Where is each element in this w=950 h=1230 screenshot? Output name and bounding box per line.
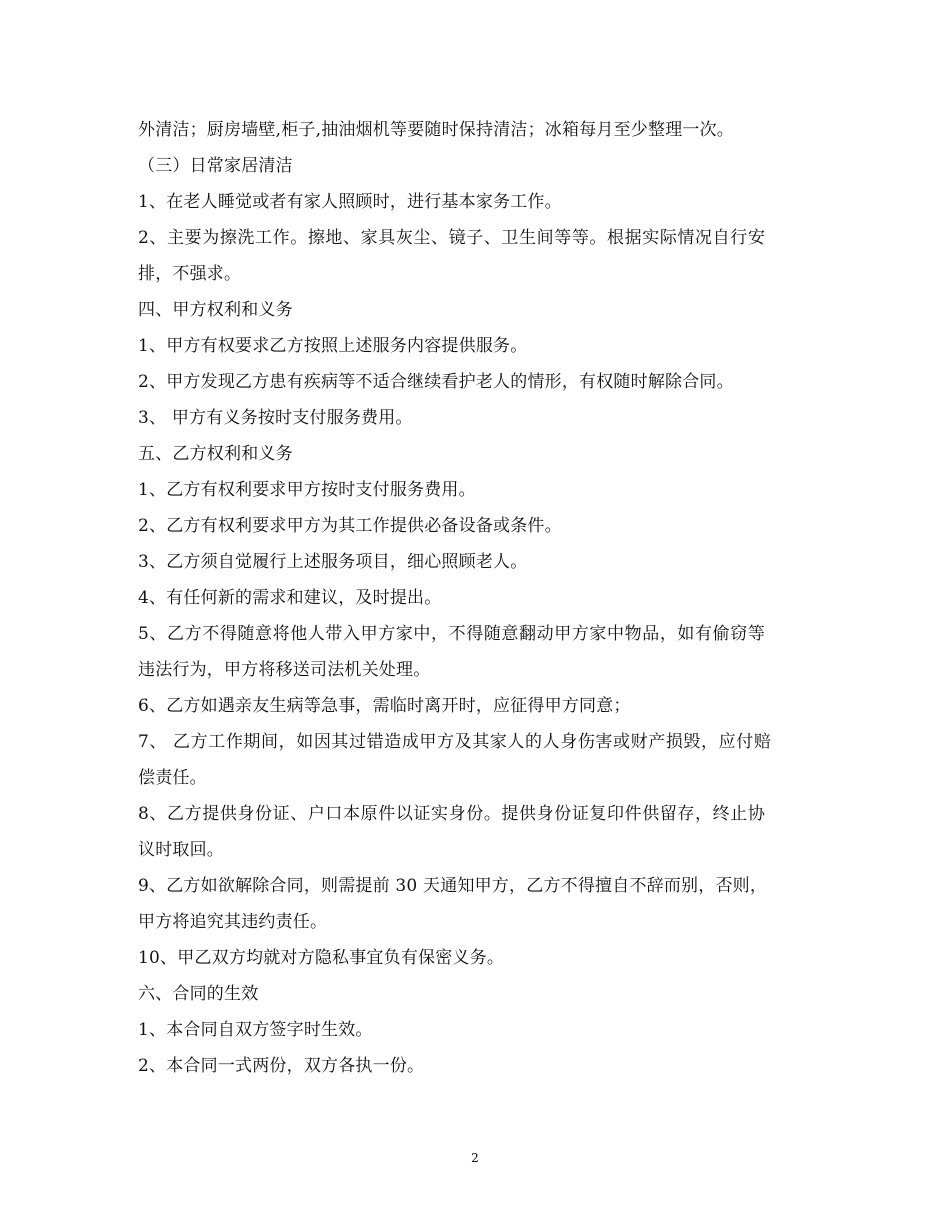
text-line-23: 甲方将追究其违约责任。 (138, 912, 328, 932)
section-heading-party-a: 四、甲方权利和义务 (138, 300, 293, 320)
text-line-11: 1、乙方有权利要求甲方按时支付服务费用。 (138, 480, 476, 500)
text-line-19: 偿责任。 (138, 768, 207, 788)
text-line-9: 3、 甲方有义务按时支付服务费用。 (138, 408, 413, 428)
text-line-13: 3、乙方须自觉履行上述服务项目，细心照顾老人。 (138, 552, 528, 572)
text-line-1: 外清洁；厨房墙壁,柜子,抽油烟机等要随时保持清洁；冰箱每月至少整理一次。 (138, 120, 735, 140)
text-line-27: 2、本合同一式两份，双方各执一份。 (138, 1056, 425, 1076)
text-line-20: 8、乙方提供身份证、户口本原件以证实身份。提供身份证复印件供留存，终止协 (138, 804, 766, 824)
text-line-3: 1、在老人睡觉或者有家人照顾时，进行基本家务工作。 (138, 192, 562, 212)
text-line-12: 2、乙方有权利要求甲方为其工作提供必备设备或条件。 (138, 516, 562, 536)
document-body (138, 112, 818, 1084)
text-line-8: 2、甲方发现乙方患有疾病等不适合继续看护老人的情形，有权随时解除合同。 (138, 372, 734, 392)
text-line-5: 排，不强求。 (138, 264, 242, 284)
text-line-22: 9、乙方如欲解除合同，则需提前 30 天通知甲方，乙方不得擅自不辞而别，否则， (138, 876, 768, 896)
text-line-4: 2、主要为擦洗工作。擦地、家具灰尘、镜子、卫生间等等。根据实际情况自行安 (138, 228, 766, 248)
text-line-18: 7、 乙方工作期间，如因其过错造成甲方及其家人的人身伤害或财产损毁，应付赔 (138, 732, 772, 752)
section-heading-party-b: 五、乙方权利和义务 (138, 444, 293, 464)
text-line-21: 议时取回。 (138, 840, 224, 860)
text-line-7: 1、甲方有权要求乙方按照上述服务内容提供服务。 (138, 336, 528, 356)
text-line-24: 10、甲乙双方均就对方隐私事宜负有保密义务。 (138, 948, 505, 968)
page-number: 2 (471, 1151, 479, 1165)
text-line-26: 1、本合同自双方签字时生效。 (138, 1020, 373, 1040)
text-line-15: 5、乙方不得随意将他人带入甲方家中，不得随意翻动甲方家中物品，如有偷窃等 (138, 624, 766, 644)
text-line-17: 6、乙方如遇亲友生病等急事，需临时离开时，应征得甲方同意； (138, 696, 631, 716)
text-line-16: 违法行为，甲方将移送司法机关处理。 (138, 660, 431, 680)
section-heading-daily-cleaning: （三）日常家居清洁 (138, 156, 293, 176)
section-heading-effectiveness: 六、合同的生效 (138, 984, 259, 1004)
text-line-14: 4、有任何新的需求和建议，及时提出。 (138, 588, 442, 608)
